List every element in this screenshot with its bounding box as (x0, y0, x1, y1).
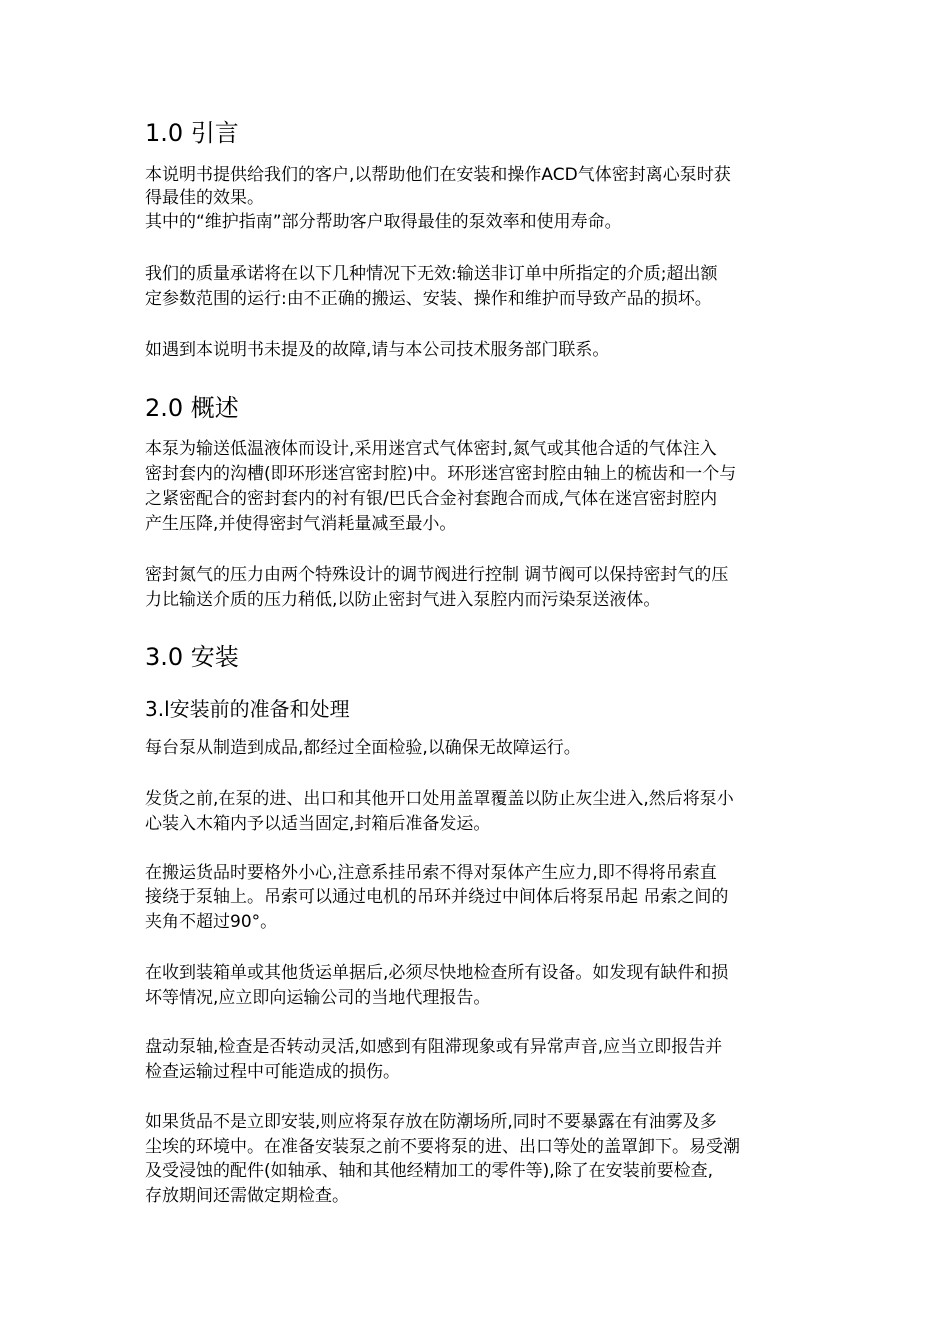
section-1-line: 本说明书提供给我们的客户,以帮助他们在安装和操作ACD气体密封离心泵时获 (145, 165, 731, 185)
section-2-line: 之紧密配合的密封套内的衬有银/巴氏合金衬套跑合而成,气体在迷宫密封腔内 (145, 489, 718, 509)
section-3-line: 盘动泵轴,检查是否转动灵活,如感到有阻滞现象或有异常声音,应当立即报告并 (145, 1037, 723, 1057)
section-2-line: 产生压降,并使得密封气消耗量减至最小。 (145, 514, 457, 534)
section-3-heading: 3.0 安装 (145, 643, 239, 671)
section-2-line: 密封氮气的压力由两个特殊设计的调节阀进行控制 调节阀可以保持密封气的压 (145, 565, 729, 585)
section-2-heading: 2.0 概述 (145, 394, 239, 422)
section-3-1-subheading: 3.l安装前的准备和处理 (145, 697, 350, 721)
section-3-line: 如果货品不是立即安装,则应将泵存放在防潮场所,同时不要暴露在有油雾及多 (145, 1112, 717, 1132)
section-3-line: 及受浸蚀的配件(如轴承、轴和其他经精加工的零件等),除了在安装前要检查, (145, 1161, 714, 1181)
section-1-line: 定参数范围的运行:由不正确的搬运、安装、操作和维护而导致产品的损坏。 (145, 289, 712, 309)
section-3-line: 在搬运货品时要格外小心,注意系挂吊索不得对泵体产生应力,即不得将吊索直 (145, 863, 717, 883)
section-2-line: 密封套内的沟槽(即环形迷宫密封腔)中。环形迷宫密封腔由轴上的梳齿和一个与 (145, 464, 737, 484)
section-3-line: 存放期间还需做定期检查。 (145, 1186, 349, 1206)
section-1-heading: 1.0 引言 (145, 119, 239, 147)
section-3-line: 每台泵从制造到成品,都经过全面检验,以确保无故障运行。 (145, 738, 581, 758)
section-1-line: 如遇到本说明书未提及的故障,请与本公司技术服务部门联系。 (145, 340, 610, 360)
section-3-line: 接绕于泵轴上。吊索可以通过电机的吊环并绕过中间体后将泵吊起 吊索之间的 (145, 887, 729, 907)
section-3-line: 在收到装箱单或其他货运单据后,必须尽快地检查所有设备。如发现有缺件和损 (145, 963, 729, 983)
section-1-line: 其中的“维护指南”部分帮助客户取得最佳的泵效率和使用寿命。 (145, 212, 622, 232)
section-1-line: 我们的质量承诺将在以下几种情况下无效:输送非订单中所指定的介质;超出额 (145, 264, 718, 284)
section-3-line: 心装入木箱内予以适当固定,封箱后准备发运。 (145, 814, 491, 834)
section-2-line: 力比输送介质的压力稍低,以防止密封气进入泵腔内而污染泵送液体。 (145, 590, 661, 610)
section-3-line: 尘埃的环境中。在准备安装泵之前不要将泵的进、出口等处的盖罩卸下。易受潮 (145, 1137, 740, 1157)
section-3-line: 发货之前,在泵的进、出口和其他开口处用盖罩覆盖以防止灰尘进入,然后将泵小 (145, 789, 734, 809)
section-3-line: 检查运输过程中可能造成的损伤。 (145, 1062, 400, 1082)
section-2-line: 本泵为输送低温液体而设计,采用迷宫式气体密封,氮气或其他合适的气体注入 (145, 439, 717, 459)
section-3-line: 坏等情况,应立即向运输公司的当地代理报告。 (145, 988, 491, 1008)
section-1-line: 得最佳的效果。 (145, 188, 264, 208)
section-3-line: 夹角不超过90°。 (145, 912, 278, 932)
